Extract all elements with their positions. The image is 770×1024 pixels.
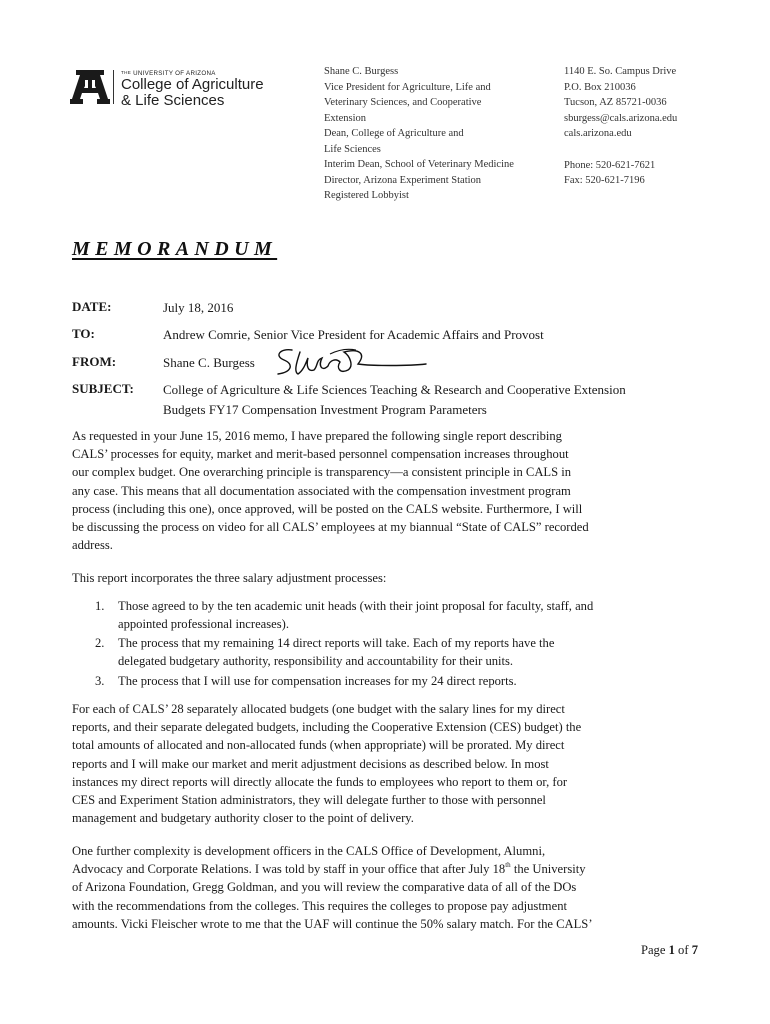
text-line: As requested in your June 15, 2016 memo, I have prepared the following single report describing [72,429,562,443]
text-line: process (including this one), once approved, will be posted on the CALS website. Furthermore, I will [72,501,583,516]
text-line: our complex budget. One overarching principle is transparency—a consistent principle in CALS in [72,465,572,480]
page-number: Page 1 of 7 [640,943,698,957]
text-line: of Arizona Foundation, Gregg Goldman, and you will review the comparative data of all of the DOs [72,880,577,895]
contact-line: Life Sciences [324,143,381,155]
website-link[interactable]: cals.arizona.edu [564,128,632,139]
phone-number: Phone: 520-621-7621 [564,159,656,171]
college-name-line2: & Life Sciences [121,92,225,109]
paragraph-intro [72,427,704,554]
paragraph-processes: This report incorporates the three salary adjustment processes: [72,571,387,585]
contact-line: Director, Arizona Experiment Station [324,174,482,186]
text-line: For each of CALS’ 28 separately allocated budgets (one budget with the salary lines for my direct [72,702,565,716]
po-box: P.O. Box 210036 [564,81,636,93]
contact-line: Registered Lobbyist [324,190,409,201]
from-value: Shane C. Burgess [163,355,255,370]
text-line: CES and Experiment Station administrators, they will delegate further to those with personnel [72,793,546,808]
text-line: amounts. Vicki Fleischer wrote to me that the UAF will continue the 50% salary match. For the CALS’ [72,916,593,931]
text-line: total amounts of allocated and non-allocated funds (when appropriate) will be prorated. My direct [72,738,565,753]
text-line: Advocacy and Corporate Relations. I was told by staff in your office that after July 18th the University [72,861,586,877]
date-label: DATE: [72,299,112,314]
text-line: any case. This means that all documentation associated with the compensation investment program [72,483,571,498]
to-label: TO: [72,326,95,341]
contact-line: Vice President for Agriculture, Life and [324,81,491,93]
text-line: with the recommendations from the colleges. This requires the colleges to propose pay adjustment [72,898,567,913]
contact-line: Extension [324,112,366,124]
fax-number: Fax: 520-621-7196 [564,175,645,186]
contact-line: Shane C. Burgess [324,66,399,77]
subject-label: SUBJECT: [72,381,134,396]
to-value: Andrew Comrie, Senior Vice President for Academic Affairs and Provost [163,327,544,342]
text-line: One further complexity is development officers in the CALS Office of Development, Alumni, [72,844,546,858]
contact-line: Interim Dean, School of Veterinary Medicine [324,159,514,170]
contact-details [564,64,677,189]
subject-line: College of Agriculture & Life Sciences Teaching & Research and Cooperative Extension [163,382,626,397]
paragraph-budgets [72,700,704,827]
text-line: be discussing the process on video for all CALS’ employees at my biannual “State of CALS” recorded [72,520,589,535]
date-value: July 18, 2016 [163,300,234,315]
memo-title: MEMORANDUM [72,238,278,260]
university-name: THE UNIVERSITY OF ARIZONA [121,70,216,77]
text-line: reports, and their separate delegated budgets, including the Cooperative Extension (CES) budget) the [72,720,582,735]
college-name-line1: College of Agriculture [121,76,264,93]
email-link[interactable]: sburgess@cals.arizona.edu [564,112,678,124]
contact-line: Veterinary Sciences, and Cooperative [324,97,482,108]
sender-titles [324,64,514,204]
signature [270,344,430,382]
from-label: FROM: [72,354,117,369]
text-line: management and budgetary authority closer to the point of delivery. [72,811,414,826]
city-state-zip: Tucson, AZ 85721-0036 [564,97,667,108]
address-line: 1140 E. So. Campus Drive [564,66,677,77]
text-line: CALS’ processes for equity, market and merit-based personnel compensation increases throughout [72,447,569,462]
text-line: reports and I will make our market and merit adjustment decisions as described below. In most [72,756,549,771]
paragraph-development-officers [72,842,704,933]
text-line: address. [72,538,113,553]
text-line: instances my direct reports will directly allocate the funds to employees who report to them or, for [72,774,568,789]
university-of-arizona-logo [70,70,110,104]
logo-divider [113,70,114,104]
contact-line: Dean, College of Agriculture and [324,128,464,139]
subject-line: Budgets FY17 Compensation Investment Program Parameters [163,402,487,417]
subject-value [163,381,626,419]
